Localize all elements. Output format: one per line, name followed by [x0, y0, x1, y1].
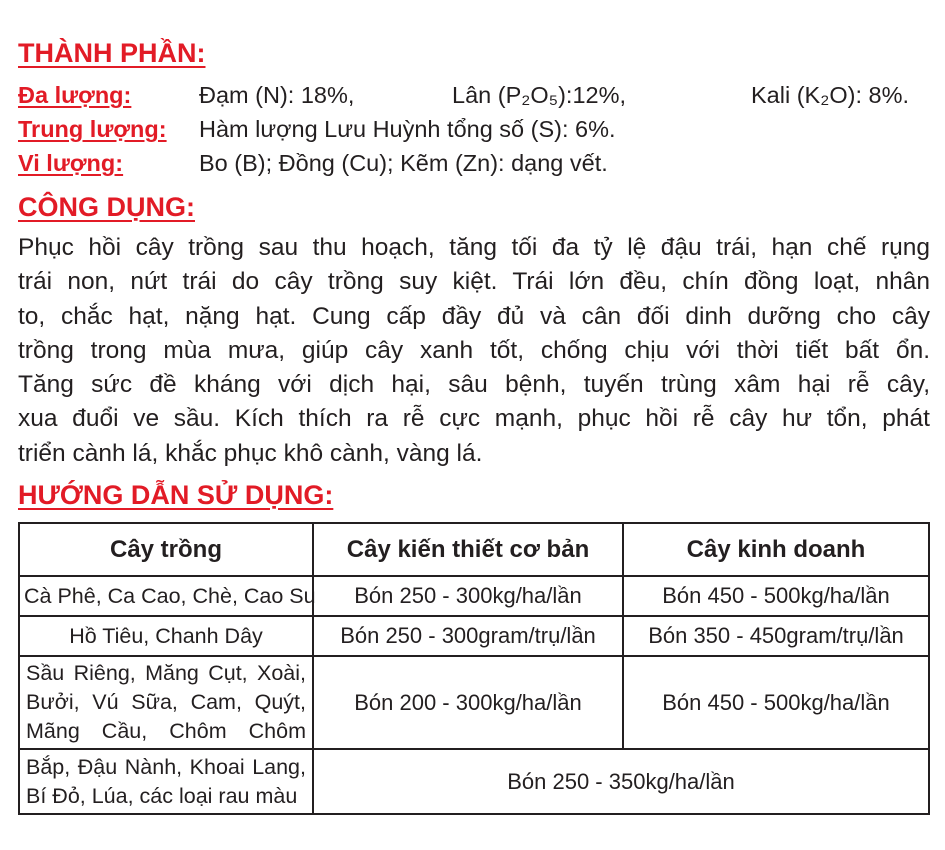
crop-line: Sầu Riêng, Măng Cụt, Xoài,	[26, 661, 306, 685]
cell-business: Bón 450 - 500kg/ha/lần	[623, 656, 929, 749]
benefits-paragraph	[18, 231, 930, 471]
label-macro: Đa lượng:	[18, 82, 132, 108]
crop-line: Mãng Cầu, Chôm Chôm	[26, 719, 306, 743]
composition-row-macro	[18, 82, 930, 112]
cell-business: Bón 450 - 500kg/ha/lần	[623, 576, 929, 616]
cell-crop	[19, 656, 313, 749]
cell-basic: Bón 250 - 300gram/trụ/lần	[313, 616, 623, 656]
benefits-line: to, chắc hạt, nặng hạt. Cung cấp đầy đủ và cân đối dinh dưỡng cho cây	[18, 302, 930, 330]
value-potassium: Kali (K₂O): 8%.	[751, 82, 909, 108]
value-phosphorus: Lân (P₂O₅):12%,	[452, 82, 627, 108]
benefits-line: Tăng sức đề kháng với dịch hại, sâu bệnh, tuyến trùng xâm hại rễ cây,	[18, 371, 930, 399]
table-header-row	[19, 523, 929, 576]
cell-crop	[19, 749, 313, 814]
header-business: Cây kinh doanh	[623, 523, 929, 576]
crop-line: Bí Đỏ, Lúa, các loại rau màu	[26, 783, 298, 808]
header-basic: Cây kiến thiết cơ bản	[313, 523, 623, 576]
benefits-line: trồng trong mùa mưa, giúp cây xanh tốt, chống chịu với thời tiết bất ổn.	[18, 336, 930, 364]
benefits-line: triển cành lá, khắc phục khô cành, vàng lá.	[18, 439, 483, 467]
cell-basic: Bón 200 - 300kg/ha/lần	[313, 656, 623, 749]
table-row	[19, 656, 929, 749]
composition-row-micro	[18, 150, 930, 180]
cell-crop: Cà Phê, Ca Cao, Chè, Cao Su	[19, 576, 313, 616]
cell-crop: Hồ Tiêu, Chanh Dây	[19, 616, 313, 656]
table-row	[19, 749, 929, 814]
value-nitrogen: Đạm (N): 18%,	[199, 82, 355, 108]
benefits-line: Phục hồi cây trồng sau thu hoạch, tăng tối đa tỷ lệ đậu trái, hạn chế rụng	[18, 234, 930, 261]
crop-line: Bưởi, Vú Sữa, Cam, Quýt,	[26, 690, 306, 714]
benefits-line: xua đuổi ve sầu. Kích thích ra rễ cực mạnh, phục hồi rễ cây hư tổn, phát	[18, 405, 930, 433]
cell-business: Bón 350 - 450gram/trụ/lần	[623, 616, 929, 656]
benefits-line: trái non, nứt trái do cây trồng suy kiệt. Trái lớn đều, chín đồng loạt, nhân	[18, 268, 930, 296]
label-micro: Vi lượng:	[18, 150, 124, 176]
composition-title: THÀNH PHẦN:	[18, 38, 206, 68]
usage-table	[18, 522, 930, 815]
table-row	[19, 576, 929, 616]
composition-row-secondary	[18, 116, 930, 146]
usage-title: HƯỚNG DẪN SỬ DỤNG:	[18, 480, 334, 510]
benefits-title: CÔNG DỤNG:	[18, 192, 195, 222]
label-secondary: Trung lượng:	[18, 116, 167, 142]
table-row	[19, 616, 929, 656]
crop-line: Bắp, Đậu Nành, Khoai Lang,	[26, 754, 306, 779]
cell-merged-dosage: Bón 250 - 350kg/ha/lần	[313, 749, 929, 814]
value-micro: Bo (B); Đồng (Cu); Kẽm (Zn): dạng vết.	[199, 150, 608, 176]
cell-basic: Bón 250 - 300kg/ha/lần	[313, 576, 623, 616]
header-crop: Cây trồng	[19, 523, 313, 576]
value-sulfur: Hàm lượng Lưu Huỳnh tổng số (S): 6%.	[199, 116, 616, 142]
